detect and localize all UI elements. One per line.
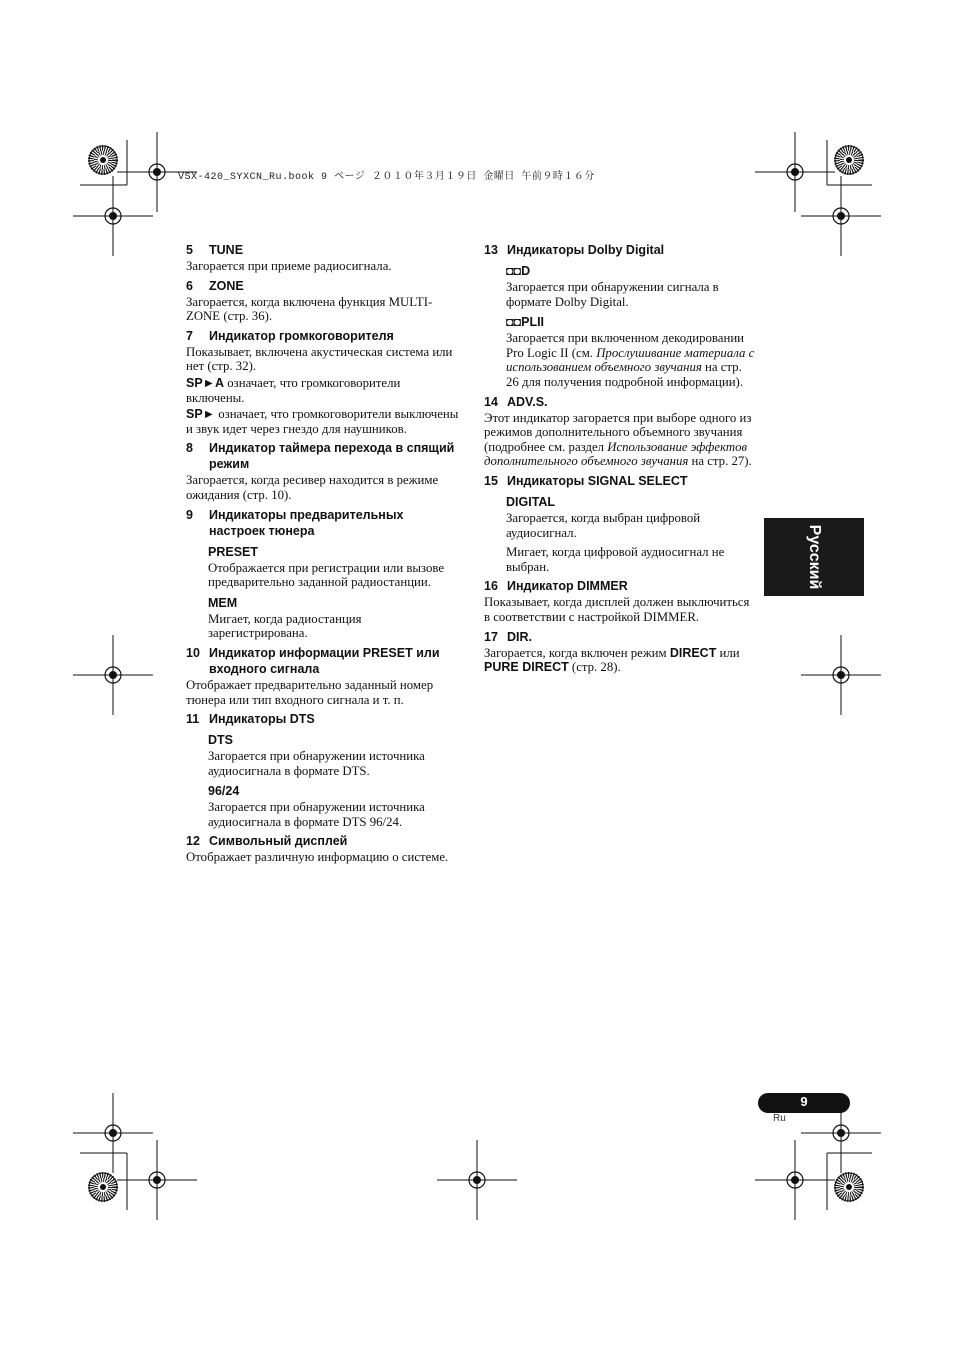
section-text: Показывает, включена акустическая система или нет (стр. 32). <box>186 344 453 374</box>
spa-text: означает, что громкоговорители включены. <box>186 375 401 405</box>
preset-text: Отображается при регистрации или вызове предварительно заданной радиостанции. <box>208 560 445 590</box>
section-8 <box>186 440 461 502</box>
dts-9624-label: 96/24 <box>208 784 240 799</box>
section-12 <box>186 833 461 865</box>
dd-label: D <box>521 264 531 278</box>
section-title: Индикаторы DTS <box>209 712 315 727</box>
section-text: Загорается, когда включена функция MULTI-ZONE (стр. 36). <box>186 294 433 324</box>
language-side-tab <box>764 518 864 596</box>
pl-text: Загорается при включенном декодировании Pro Logic II (см. <box>506 331 745 360</box>
dd-text: Загорается при обнаружении сигнала в формате Dolby Digital. <box>506 280 719 309</box>
section-title: DIR. <box>507 629 532 644</box>
section-9 <box>186 507 461 641</box>
section-title: Индикатор информации PRESET или входного сигнала <box>209 645 440 676</box>
spa-description <box>186 376 461 405</box>
section-number: 12 <box>186 834 200 849</box>
sp-label: SP► <box>186 407 216 422</box>
section-title: Индикаторы Dolby Digital <box>507 243 665 257</box>
left-column <box>186 238 461 867</box>
section-number: 7 <box>186 328 193 343</box>
section-number: 8 <box>186 441 193 456</box>
section-number: 11 <box>186 712 200 727</box>
section-number: 13 <box>484 243 498 257</box>
pl-label: PLII <box>521 315 545 330</box>
section-text <box>484 646 756 675</box>
page-number-badge <box>758 1093 850 1113</box>
dolby-digital-indicator <box>506 264 756 279</box>
page-language-code: Ru <box>773 1113 786 1124</box>
section-number: 9 <box>186 507 193 522</box>
section-17 <box>484 629 756 675</box>
section-text: Отображает различную информацию о системе. <box>186 850 449 865</box>
advs-text: Этот индикатор загорается при выборе одного из режимов дополнительного объемного звучания (подробнее см. раздел <box>484 410 752 454</box>
pl-reference: Прослушивание материала с использованием объемного звучания <box>506 345 755 375</box>
mem-label: MEM <box>208 595 238 610</box>
section-11 <box>186 711 461 829</box>
section-number: 6 <box>186 278 193 293</box>
section-13 <box>484 242 756 390</box>
dts-9624-text: Загорается при обнаружении источника аудиосигнала в формате DTS 96/24. <box>208 800 425 829</box>
sp-text: означает, что громкоговорители выключены и звук идет через гнездо для наушников. <box>186 407 459 436</box>
section-title: Индикатор громкоговорителя <box>209 328 394 343</box>
section-number: 14 <box>484 394 498 409</box>
section-5 <box>186 242 461 274</box>
section-number: 15 <box>484 473 498 488</box>
section-number: 5 <box>186 243 193 257</box>
section-16 <box>484 578 756 624</box>
section-number: 16 <box>484 579 498 594</box>
section-text: Показывает, когда дисплей должен выключиться в соответствии с настройкой DIMMER. <box>484 595 750 624</box>
section-title: Индикатор DIMMER <box>507 579 628 594</box>
direct-label: DIRECT <box>669 645 717 660</box>
section-title: TUNE <box>209 243 244 257</box>
dts-text: Загорается при обнаружении источника аудиосигнала в формате DTS. <box>208 749 425 778</box>
pl-description <box>506 331 756 389</box>
section-7 <box>186 328 461 437</box>
digital-blink-text: Мигает, когда цифровой аудиосигнал не выбран. <box>506 545 725 574</box>
digital-label: DIGITAL <box>506 494 556 509</box>
section-text <box>484 411 756 469</box>
preset-label: PRESET <box>208 544 259 559</box>
pure-direct-label: PURE DIRECT <box>484 660 569 675</box>
section-text: Загорается при приеме радиосигнала. <box>186 259 392 273</box>
section-10 <box>186 645 461 707</box>
digital-text: Загорается, когда выбран цифровой аудиосигнал. <box>506 510 701 540</box>
section-14 <box>484 394 756 469</box>
pl-text-end: на стр. 26 для получения подробной информации). <box>506 360 744 389</box>
section-title: Индикаторы SIGNAL SELECT <box>507 473 688 488</box>
spa-label: SP►A <box>186 375 225 390</box>
dir-text-mid: или <box>716 645 740 660</box>
section-title: ZONE <box>209 278 244 293</box>
dts-label: DTS <box>208 733 233 748</box>
section-title: Индикатор таймера перехода в спящий режим <box>209 441 455 472</box>
section-15 <box>484 473 756 574</box>
section-title: Символьный дисплей <box>209 834 348 849</box>
double-d-icon: ◘◘ <box>506 264 522 278</box>
dir-text-end: (стр. 28). <box>568 660 621 675</box>
section-title: Индикаторы предварительных настроек тюнера <box>209 507 404 538</box>
sp-description <box>186 407 461 436</box>
section-text: Загорается, когда ресивер находится в режиме ожидания (стр. 10). <box>186 473 439 502</box>
dir-text: Загорается, когда включен режим <box>484 645 670 660</box>
right-column <box>484 238 756 677</box>
print-header-line: VSX-420_SYXCN_Ru.book 9 ページ ２０１０年３月１９日 金曜日 午前９時１６分 <box>178 172 595 183</box>
section-title: ADV.S. <box>507 394 548 409</box>
section-number: 10 <box>186 645 200 660</box>
page-number: 9 <box>800 1094 808 1109</box>
section-number: 17 <box>484 629 498 644</box>
language-tab-label: Русский <box>806 524 823 590</box>
prologic-indicator <box>506 315 756 330</box>
mem-text: Мигает, когда радиостанция зарегистрирована. <box>208 611 362 641</box>
double-d-icon: ◘◘ <box>506 315 522 330</box>
section-text: Отображает предварительно заданный номер тюнера или тип входного сигнала и т. п. <box>186 677 434 707</box>
advs-reference: Использование эффектов дополнительного объемного звучания <box>484 439 748 469</box>
section-6 <box>186 278 461 324</box>
advs-text-end: на стр. 27). <box>688 454 752 469</box>
